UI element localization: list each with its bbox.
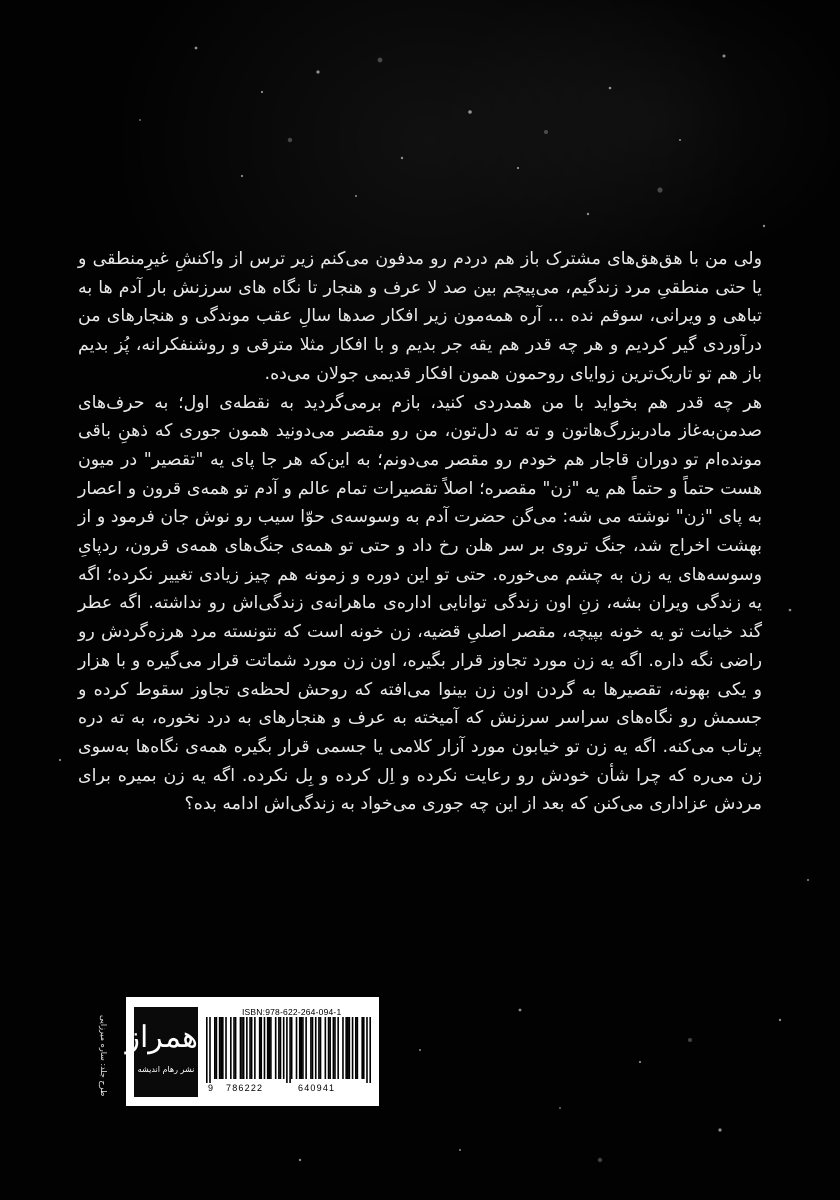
barcode-bar (216, 1017, 218, 1079)
barcode-bar (361, 1017, 363, 1079)
barcode-bar (369, 1017, 371, 1083)
barcode-panel (126, 997, 379, 1106)
barcode-bar (225, 1017, 227, 1079)
barcode-bar (342, 1017, 344, 1079)
paragraph-1: ولی من با هق‌هق‌های مشترک باز هم دردم رو مدفون می‌کنم زیر ترس از واکنشِ غیرِمنطقی و یا حتی منطقیِ مرد زندگیم، می‌پیچم بین صد لا عرف و هنجار تا نگاه های سرزنش بار آدم ها به تباهی و ویرانی، سوقم نده ... آره همه‌مون زیر افکار صدها سالِ عقب موندگی و هنجارهای من درآوردی گیر کردیم و هر چه قدر هم یقه جر بدیم و با افکار مثلا مترقی و روشنفکرانه، پُز بدیم باز هم تو تاریک‌ترین زوایای روحمون همون افکار قدیمی جولان می‌ده. (78, 249, 762, 384)
barcode-bar (283, 1017, 285, 1079)
barcode-bar (349, 1017, 351, 1079)
barcode-bar (267, 1017, 269, 1079)
barcode-bar (286, 1017, 288, 1083)
barcode-bar (333, 1017, 335, 1079)
back-cover-text (78, 245, 762, 819)
publisher-logo-mark: همراز (125, 1020, 198, 1055)
barcode-bar (280, 1017, 282, 1079)
barcode-bar (363, 1017, 365, 1079)
barcode-bar (220, 1017, 222, 1079)
barcode-bars (206, 1017, 371, 1083)
barcode-bar (347, 1017, 349, 1079)
barcode-bar (318, 1017, 320, 1079)
cover-designer-credit: طرح جلد: ساره میرزایی (99, 1014, 108, 1096)
publisher-logo (125, 1007, 198, 1097)
barcode-bar (305, 1017, 307, 1079)
barcode-bar (320, 1017, 322, 1079)
barcode-bar (235, 1017, 237, 1079)
barcode-bar (260, 1017, 262, 1079)
barcode-bar (214, 1017, 216, 1079)
barcode-bar (312, 1017, 314, 1079)
barcode-bar (328, 1017, 330, 1079)
barcode-bar (243, 1017, 245, 1079)
barcode-bar (291, 1017, 293, 1079)
barcode-bar (219, 1017, 221, 1079)
barcode-bar (264, 1017, 266, 1079)
barcode-bar (254, 1017, 256, 1079)
ean-right-digits: 640941 (298, 1083, 336, 1093)
barcode-bar (301, 1017, 303, 1079)
barcode-bar (270, 1017, 272, 1079)
barcode-bar (366, 1017, 368, 1083)
barcode-bar (352, 1017, 354, 1079)
barcode-bar (230, 1017, 232, 1079)
barcode-bar (310, 1017, 312, 1079)
barcode-bar (357, 1017, 359, 1079)
barcode-bar (289, 1017, 291, 1083)
barcode-bar (325, 1017, 327, 1079)
barcode-bar (233, 1017, 235, 1079)
barcode-bar (241, 1017, 243, 1079)
barcode-bar (209, 1017, 211, 1083)
barcode-bar (206, 1017, 208, 1083)
barcode-bar (302, 1017, 304, 1079)
barcode-bar (240, 1017, 242, 1079)
ean-left-digits: 786222 (226, 1083, 264, 1093)
barcode-bar (345, 1017, 347, 1079)
paragraph-2: هر چه قدر هم بخواید با من همدردی کنید، بازم برمی‌گردید به نقطه‌ی اول؛ به حرف‌های صدمن‌به‌غاز مادربزرگ‌هاتون و ته ته دل‌تون، من رو مقصر می‌دونید همون جوری که ذهنِ باقی مونده‌ام تو دوران قاجار هم خودم رو مقصر می‌دونم؛ به این‌که هر جا پای یه "تقصیر" در میون هست حتماً و حتماً هم یه "زن" مقصره؛ اصلاً تقصیرات تمام عالم و آدم تو همه‌ی قرون و اعصار به پای "زن" نوشته می شه: می‌گن حضرت آدم به وسوسه‌ی حوّا سیب رو نوش جان فرمود و از بهشت اخراج شد، جنگ تروی بر سر هلن رخ داد و حتی تو همه‌ی جنگ‌های همه‌ی قرون، ردپایِ وسوسه‌های یه زن به چشم می‌خوره. حتی تو این دوره و زمونه هم چیز زیادی تغییر نکرده؛ اگه یه زندگی ویران بشه، زنِ اون زندگی توانایی اداره‌ی ماهرانه‌ی زندگی‌اش رو نداشته. اگه عطر گند خیانت تو یه خونه بپیچه، مقصر اصلیِ قضیه، زن خونه است که نتونسته مرد هرزه‌گردش رو راضی نگه داره. اگه یه زن مورد تجاوز قرار بگیره، اون زن مورد شماتت قرار می‌گیره و با هزار و یکی بهونه، تقصیرها به گردن اون زن بینوا می‌افته که روحش لحظه‌ی تجاوز سقوط کرده و جسمش رو نگاه‌های سراسر سرزنش که آمیخته به عرف و هنجارهای به درد نخوره، به ته دره پرتاب می‌کنه. اگه یه زن تو خیابون مورد آزار کلامی یا جسمی قرار بگیره همه‌ی نگاه‌ها به‌سوی زن می‌ره که چرا شأن خودش رو رعایت نکرده و اِل کرده و بِل نکرده. اگه یه زن بمیره برای مردش عزاداری می‌کنن که بعد از این چه جوری می‌خواد به زندگی‌اش ادامه بده؟ (78, 392, 762, 815)
ean-prefix-digit: 9 (208, 1083, 214, 1093)
barcode-bar (299, 1017, 301, 1079)
barcode-bar (337, 1017, 339, 1079)
barcode-bar (222, 1017, 224, 1079)
barcode-bar (296, 1017, 298, 1079)
barcode-bar (329, 1017, 331, 1079)
barcode-bar (246, 1017, 248, 1079)
barcode-bar (334, 1017, 336, 1079)
barcode-bar (268, 1017, 270, 1079)
publisher-name: نشر رهام اندیشه (137, 1065, 195, 1074)
barcode-bar (275, 1017, 277, 1079)
barcode-bar (249, 1017, 251, 1079)
barcode-bar (355, 1017, 357, 1079)
barcode-bar (251, 1017, 253, 1079)
isbn-label: ISBN:978-622-264-094-1 (242, 1007, 342, 1017)
barcode-bar (278, 1017, 280, 1079)
barcode-bar (315, 1017, 317, 1079)
barcode-bar (259, 1017, 261, 1079)
